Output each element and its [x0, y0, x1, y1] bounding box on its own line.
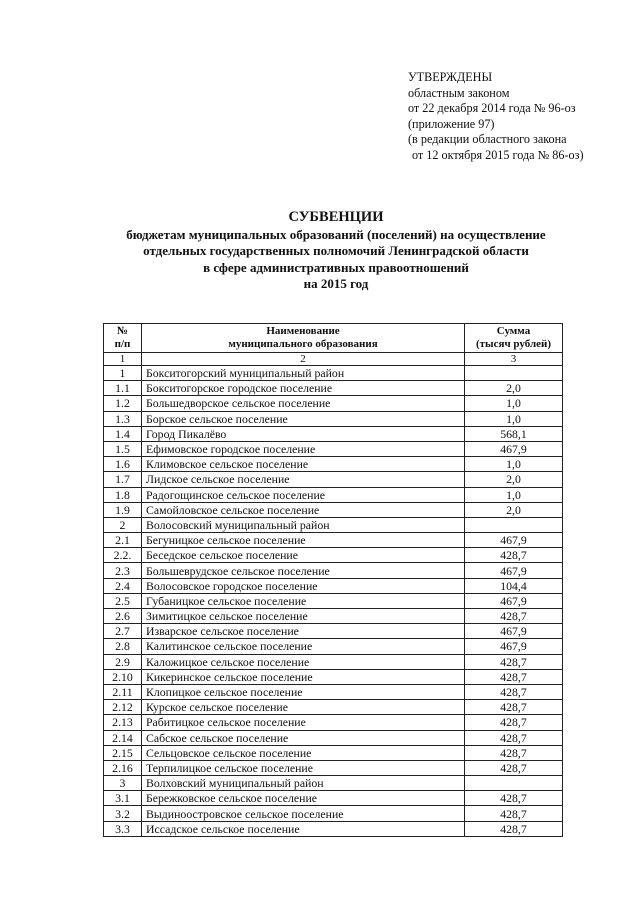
- row-amount: [465, 517, 563, 532]
- table-row: [104, 821, 563, 836]
- approval-block: [408, 70, 584, 164]
- approval-line: (приложение 97): [408, 116, 495, 131]
- row-name: Беседское сельское поселение: [142, 548, 465, 563]
- approval-line: областным законом: [408, 85, 510, 100]
- row-number: 1.9: [104, 502, 142, 517]
- row-amount: 428,7: [465, 806, 563, 821]
- row-name: Выдиноостровское сельское поселение: [142, 806, 465, 821]
- row-number: 1.7: [104, 472, 142, 487]
- row-name: Большеврудское сельское поселение: [142, 563, 465, 578]
- row-name: Город Пикалёво: [142, 426, 465, 441]
- row-name: Зимитицкое сельское поселение: [142, 609, 465, 624]
- row-name: Курское сельское поселение: [142, 700, 465, 715]
- row-amount: 428,7: [465, 715, 563, 730]
- row-amount: 428,7: [465, 791, 563, 806]
- table-row: [104, 381, 563, 396]
- table-row: [104, 457, 563, 472]
- row-amount: 2,0: [465, 502, 563, 517]
- row-name: Климовское сельское поселение: [142, 457, 465, 472]
- table-row: [104, 745, 563, 760]
- row-amount: 467,9: [465, 593, 563, 608]
- row-number: 2.4: [104, 578, 142, 593]
- column-index: 1: [104, 353, 142, 366]
- approval-heading: УТВЕРЖДЕНЫ: [408, 70, 493, 84]
- row-number: 2.14: [104, 730, 142, 745]
- subsidies-table: [103, 323, 563, 837]
- row-name: Бегуницкое сельское поселение: [142, 533, 465, 548]
- row-name: Самойловское сельское поселение: [142, 502, 465, 517]
- row-name: Губаницкое сельское поселение: [142, 593, 465, 608]
- column-index: 2: [142, 353, 465, 366]
- row-name: Калитинское сельское поселение: [142, 639, 465, 654]
- row-number: 1.8: [104, 487, 142, 502]
- row-name: Рабитицкое сельское поселение: [142, 715, 465, 730]
- row-amount: 428,7: [465, 745, 563, 760]
- table-row: [104, 366, 563, 381]
- table-row: [104, 669, 563, 684]
- row-number: 2.16: [104, 760, 142, 775]
- table-row: [104, 684, 563, 699]
- table-row: [104, 593, 563, 608]
- column-index-row: [104, 353, 563, 366]
- row-number: 2.11: [104, 684, 142, 699]
- column-index: 3: [465, 353, 563, 366]
- title-line: бюджетам муниципальных образований (поселений) на осуществление: [126, 227, 546, 242]
- table-row: [104, 730, 563, 745]
- row-amount: 467,9: [465, 563, 563, 578]
- row-amount: 428,7: [465, 684, 563, 699]
- row-amount: 568,1: [465, 426, 563, 441]
- row-amount: 1,0: [465, 396, 563, 411]
- row-amount: 2,0: [465, 472, 563, 487]
- row-name: Волосовское городское поселение: [142, 578, 465, 593]
- row-number: 1.4: [104, 426, 142, 441]
- table-row: [104, 548, 563, 563]
- row-name: Кикеринское сельское поселение: [142, 669, 465, 684]
- table-row: [104, 806, 563, 821]
- row-amount: 104,4: [465, 578, 563, 593]
- row-amount: 2,0: [465, 381, 563, 396]
- row-number: 2: [104, 517, 142, 532]
- table-row: [104, 487, 563, 502]
- row-number: 2.9: [104, 654, 142, 669]
- row-number: 2.12: [104, 700, 142, 715]
- row-number: 1.2: [104, 396, 142, 411]
- table-row: [104, 533, 563, 548]
- table-row: [104, 760, 563, 775]
- row-number: 1.5: [104, 441, 142, 456]
- table-body: [104, 366, 563, 837]
- row-number: 3.1: [104, 791, 142, 806]
- row-name: Клопицкое сельское поселение: [142, 684, 465, 699]
- row-name: Радогощинское сельское поселение: [142, 487, 465, 502]
- row-name: Терпилицкое сельское поселение: [142, 760, 465, 775]
- table-row: [104, 715, 563, 730]
- row-amount: [465, 776, 563, 791]
- row-number: 3: [104, 776, 142, 791]
- row-name: Бережковское сельское поселение: [142, 791, 465, 806]
- row-amount: 428,7: [465, 700, 563, 715]
- row-amount: 428,7: [465, 760, 563, 775]
- table-row: [104, 426, 563, 441]
- row-number: 1.6: [104, 457, 142, 472]
- header-amount-line1: Сумма: [496, 325, 531, 337]
- row-name: Каложицкое сельское поселение: [142, 654, 465, 669]
- row-amount: 467,9: [465, 441, 563, 456]
- table-row: [104, 396, 563, 411]
- approval-line: от 12 октября 2015 года № 86-оз): [412, 147, 584, 162]
- row-name: Волосовский муниципальный район: [142, 517, 465, 532]
- row-name: Лидское сельское поселение: [142, 472, 465, 487]
- row-number: 2.7: [104, 624, 142, 639]
- table-row: [104, 609, 563, 624]
- table-row: [104, 578, 563, 593]
- row-number: 1: [104, 366, 142, 381]
- row-amount: [465, 366, 563, 381]
- header-amount-line2: (тысяч рублей): [475, 338, 552, 350]
- row-amount: 1,0: [465, 457, 563, 472]
- row-number: 3.3: [104, 821, 142, 836]
- row-number: 2.10: [104, 669, 142, 684]
- row-amount: 1,0: [465, 411, 563, 426]
- header-amount: [465, 324, 563, 353]
- title-line: отдельных государственных полномочий Ленинградской области: [143, 243, 529, 259]
- title-main: СУБВЕНЦИИ: [288, 209, 384, 225]
- row-name: Бокситогорский муниципальный район: [142, 366, 465, 381]
- row-number: 2.6: [104, 609, 142, 624]
- table-row: [104, 411, 563, 426]
- row-amount: 428,7: [465, 730, 563, 745]
- table-row: [104, 517, 563, 532]
- row-number: 2.13: [104, 715, 142, 730]
- row-number: 2.3: [104, 563, 142, 578]
- table-row: [104, 441, 563, 456]
- table-row: [104, 700, 563, 715]
- row-amount: 428,7: [465, 609, 563, 624]
- row-amount: 467,9: [465, 624, 563, 639]
- row-name: Сельцовское сельское поселение: [142, 745, 465, 760]
- row-number: 2.8: [104, 639, 142, 654]
- row-number: 2.1: [104, 533, 142, 548]
- row-name: Бокситогорское городское поселение: [142, 381, 465, 396]
- row-number: 3.2: [104, 806, 142, 821]
- row-amount: 467,9: [465, 533, 563, 548]
- row-amount: 1,0: [465, 487, 563, 502]
- table-row: [104, 624, 563, 639]
- header-number-line1: №: [116, 325, 129, 337]
- row-number: 2.15: [104, 745, 142, 760]
- table-row: [104, 654, 563, 669]
- approval-line: от 22 декабря 2014 года № 96-оз: [408, 101, 576, 116]
- row-number: 1.3: [104, 411, 142, 426]
- row-name: Волховский муниципальный район: [142, 776, 465, 791]
- row-name: Изварское сельское поселение: [142, 624, 465, 639]
- title-line: в сфере административных правоотношений: [203, 259, 469, 275]
- row-name: Ефимовское городское поселение: [142, 441, 465, 456]
- approval-line: (в редакции областного закона: [408, 132, 567, 147]
- document-title: [0, 208, 640, 293]
- table-row: [104, 639, 563, 654]
- row-number: 2.5: [104, 593, 142, 608]
- table-row: [104, 502, 563, 517]
- row-number: 1.1: [104, 381, 142, 396]
- header-number-line2: п/п: [114, 338, 131, 350]
- table-header-row: [104, 324, 563, 353]
- row-name: Борское сельское поселение: [142, 411, 465, 426]
- table-row: [104, 791, 563, 806]
- row-name: Большедворское сельское поселение: [142, 396, 465, 411]
- table-row: [104, 472, 563, 487]
- header-name-line2: муниципального образования: [228, 338, 378, 350]
- title-line: на 2015 год: [303, 276, 369, 292]
- row-amount: 428,7: [465, 548, 563, 563]
- row-amount: 428,7: [465, 669, 563, 684]
- header-name-line1: Наименование: [266, 325, 340, 337]
- header-number: [104, 324, 142, 353]
- row-amount: 428,7: [465, 821, 563, 836]
- row-amount: 467,9: [465, 639, 563, 654]
- row-name: Сабское сельское поселение: [142, 730, 465, 745]
- header-name: [142, 324, 465, 353]
- row-number: 2.2.: [104, 548, 142, 563]
- table-row: [104, 776, 563, 791]
- row-amount: 428,7: [465, 654, 563, 669]
- row-name: Иссадское сельское поселение: [142, 821, 465, 836]
- table-row: [104, 563, 563, 578]
